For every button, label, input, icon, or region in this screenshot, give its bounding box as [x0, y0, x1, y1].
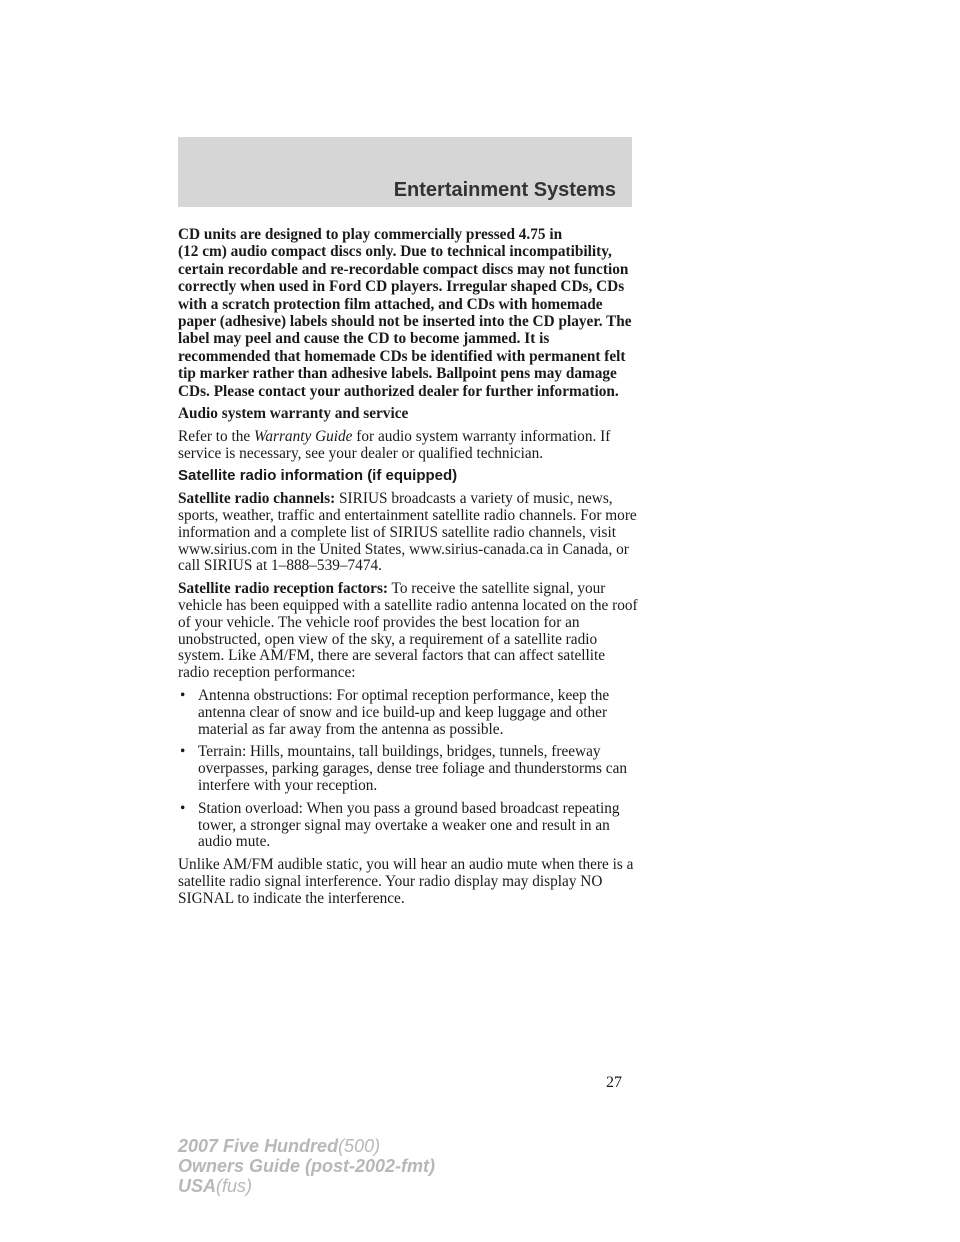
page-content — [178, 226, 638, 914]
satellite-reception-text: To receive the satellite signal, your vehicle has been equipped with a satellite radio antenna located on the roof of your vehicle. The vehicle roof provides the best location for an unobstructed, open view of the sky, a requirement of a satellite radio system. Like AM/FM, there are several factors that can affect satellite radio reception performance: — [178, 580, 638, 682]
warranty-text-before: Refer to the — [178, 427, 255, 445]
warranty-text-after: for audio system warranty information. If service is necessary, see your dealer or qualified technician. — [178, 427, 611, 462]
list-item — [178, 801, 638, 851]
warranty-paragraph — [178, 429, 638, 463]
bullet-marker: • — [180, 687, 186, 705]
footer-model-code: (500) — [338, 1136, 381, 1156]
satellite-channels-paragraph — [178, 491, 638, 575]
list-item-text: Station overload: When you pass a ground based broadcast repeating tower, a stronger signal may overtake a weaker one and result in an audio mute. — [198, 799, 620, 851]
satellite-closing-paragraph: Unlike AM/FM audible static, you will hear an audio mute when there is a satellite radio signal interference. Your radio display may display NO SIGNAL to indicate the interference. — [178, 856, 634, 907]
list-item-text: Antenna obstructions: For optimal reception performance, keep the antenna clear of snow and ice build-up and keep luggage and other material as far away from the antenna as possible. — [198, 687, 610, 738]
satellite-heading: Satellite radio information (if equipped) — [178, 467, 458, 485]
document-footer — [178, 1136, 435, 1196]
satellite-channels-text: SIRIUS broadcasts a variety of music, news, sports, weather, traffic and entertainment satellite radio channels. For more information and a complete list of SIRIUS satellite radio channels, visit www.sirius.com in the United States, www.sirius-canada.ca in Canada, or call SIRIUS at 1–888–539–7474. — [178, 490, 637, 575]
satellite-reception-label: Satellite radio reception factors: — [178, 580, 388, 598]
satellite-channels-label: Satellite radio channels: — [178, 490, 336, 508]
footer-market-name: USA — [178, 1176, 217, 1196]
bullet-marker: • — [180, 799, 186, 817]
footer-line-guide: Owners Guide (post-2002-fmt) — [178, 1156, 436, 1176]
footer-line-model — [178, 1136, 435, 1156]
warranty-guide-title: Warranty Guide — [254, 427, 353, 445]
cd-notice-paragraph — [178, 226, 638, 400]
list-item-text: Terrain: Hills, mountains, tall buildings, bridges, tunnels, freeway overpasses, parking garages, dense tree foliage and thunderstorms can interfere with your reception. — [198, 743, 628, 794]
list-item — [178, 744, 638, 794]
page-number: 27 — [606, 1074, 622, 1091]
section-title: Entertainment Systems — [393, 179, 616, 201]
reception-factors-list — [178, 688, 638, 851]
cd-notice-text: (12 cm) audio compact discs only. Due to technical incompatibility, certain recordable and re-recordable compact discs may not function correctly when used in Ford CD players. Irregular shaped CDs, CDs with a scratch protection film attached, and CDs with homemade paper (adhesive) labels should not be inserted into the CD player. The label may peel and cause the CD to become jammed. It is recommended that homemade CDs be identified with permanent felt tip marker rather than adhesive labels. Ballpoint pens may damage CDs. Please contact your authorized dealer for further information. — [178, 243, 632, 400]
bullet-marker: • — [180, 743, 186, 761]
footer-line-market — [178, 1176, 435, 1196]
satellite-reception-paragraph — [178, 581, 638, 682]
list-item — [178, 688, 638, 738]
warranty-heading: Audio system warranty and service — [178, 405, 409, 423]
section-header-band — [178, 137, 632, 207]
footer-market-code: (fus) — [216, 1176, 253, 1196]
cd-notice-line1: CD units are designed to play commercially pressed 4.75 in — [178, 226, 563, 243]
footer-model-name: 2007 Five Hundred — [178, 1136, 339, 1156]
